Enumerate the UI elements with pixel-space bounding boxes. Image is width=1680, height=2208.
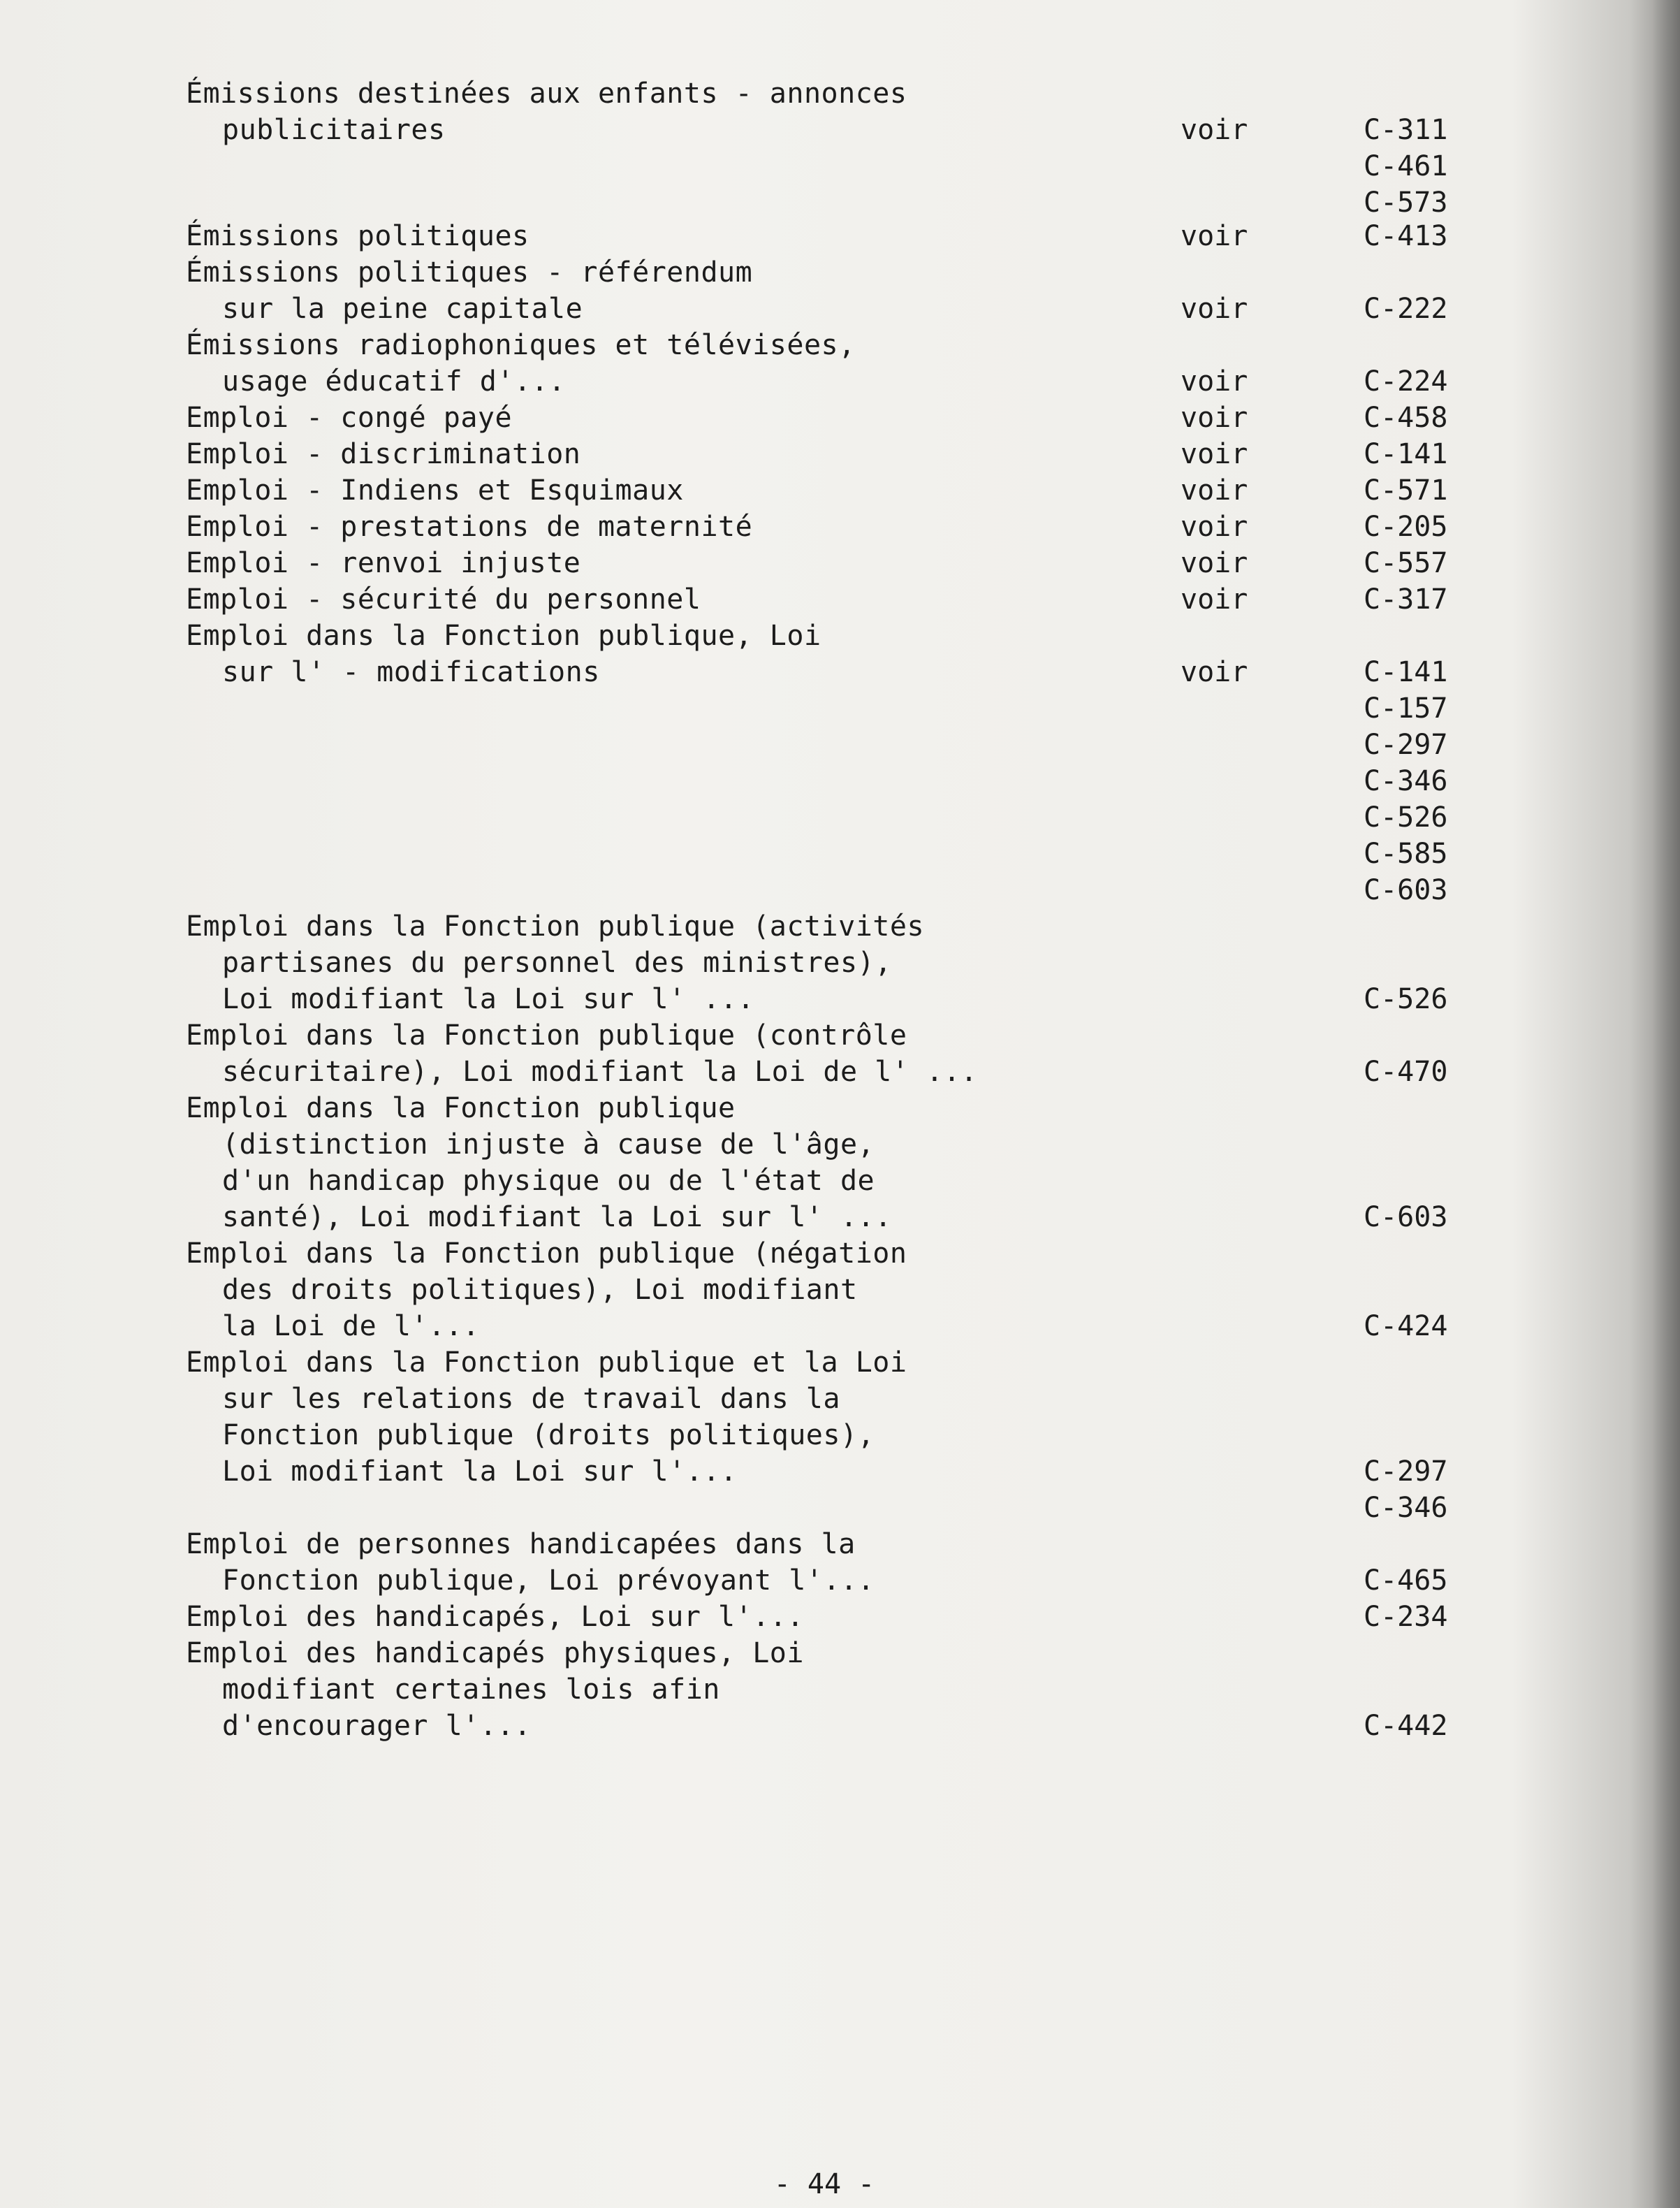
- bill-references: [1364, 981, 1447, 1017]
- page-number: - 44 -: [773, 2168, 875, 2200]
- voir-label: voir: [1181, 365, 1248, 398]
- bill-reference: C-234: [1364, 1601, 1448, 1633]
- entry-term-line: publicitaires: [222, 114, 446, 146]
- bill-references: [1364, 363, 1447, 400]
- entry-term-line: (distinction injuste à cause de l'âge,: [222, 1128, 875, 1161]
- entry-term-line: usage éducatif d'...: [222, 365, 566, 398]
- entry-term-line: Émissions politiques - référendum: [186, 256, 753, 289]
- entry-term-line: Emploi - renvoi injuste: [186, 547, 581, 579]
- bill-reference: C-157: [1364, 692, 1448, 725]
- entry-term-line: Émissions radiophoniques et télévisées,: [186, 329, 856, 361]
- bill-references: [1364, 1054, 1447, 1090]
- entry-term-line: sur les relations de travail dans la: [222, 1383, 840, 1415]
- entry-term-line: Émissions destinées aux enfants - annonces: [186, 78, 907, 110]
- entry-term-line: partisanes du personnel des ministres),: [222, 947, 892, 979]
- bill-reference: C-465: [1364, 1564, 1448, 1597]
- entry-term-line: Emploi - sécurité du personnel: [186, 583, 701, 616]
- entry-term-line: Emploi dans la Fonction publique: [186, 1092, 736, 1124]
- bill-references: [1364, 218, 1447, 254]
- voir-label: voir: [1181, 220, 1248, 252]
- bill-reference: C-205: [1364, 511, 1448, 543]
- entry-term-line: Emploi - discrimination: [186, 438, 581, 470]
- bill-reference: C-297: [1364, 1455, 1448, 1488]
- bill-reference: C-470: [1364, 1056, 1448, 1088]
- bill-references: [1364, 472, 1447, 509]
- bill-reference: C-458: [1364, 402, 1448, 434]
- voir-label: voir: [1181, 293, 1248, 325]
- bill-references: [1364, 1453, 1447, 1526]
- bill-reference: C-413: [1364, 220, 1448, 252]
- entry-term-line: d'encourager l'...: [222, 1710, 532, 1742]
- bill-references: [1364, 581, 1447, 618]
- bill-references: [1364, 1199, 1447, 1235]
- bill-reference: C-526: [1364, 983, 1448, 1015]
- bill-reference: C-222: [1364, 293, 1448, 325]
- entry-term-line: Emploi dans la Fonction publique (activités: [186, 910, 925, 943]
- bill-references: [1364, 1708, 1447, 1744]
- bill-reference: C-346: [1364, 1492, 1448, 1524]
- entry-term-line: Emploi dans la Fonction publique et la Loi: [186, 1346, 907, 1379]
- voir-label: voir: [1181, 474, 1248, 507]
- bill-reference: C-141: [1364, 438, 1448, 470]
- bill-references: [1364, 400, 1447, 436]
- voir-label: voir: [1181, 547, 1248, 579]
- bill-reference: C-557: [1364, 547, 1448, 579]
- bill-reference: C-224: [1364, 365, 1448, 398]
- bill-references: [1364, 509, 1447, 545]
- bill-reference: C-141: [1364, 656, 1448, 688]
- bill-reference: C-526: [1364, 801, 1448, 834]
- bill-reference: C-297: [1364, 729, 1448, 761]
- entry-term-line: modifiant certaines lois afin: [222, 1673, 720, 1706]
- bill-reference: C-603: [1364, 874, 1448, 906]
- bill-reference: C-346: [1364, 765, 1448, 797]
- bill-reference: C-317: [1364, 583, 1448, 616]
- entry-term-line: Emploi de personnes handicapées dans la: [186, 1528, 856, 1560]
- voir-label: voir: [1181, 402, 1248, 434]
- entry-term-line: Emploi des handicapés physiques, Loi: [186, 1637, 804, 1669]
- bill-reference: C-424: [1364, 1310, 1448, 1342]
- entry-term-line: Emploi dans la Fonction publique (négation: [186, 1237, 907, 1270]
- voir-label: voir: [1181, 114, 1248, 146]
- entry-term-line: Émissions politiques: [186, 220, 529, 252]
- bill-references: [1364, 545, 1447, 581]
- entry-term-line: Emploi - congé payé: [186, 402, 513, 434]
- entry-term-line: Fonction publique (droits politiques),: [222, 1419, 875, 1451]
- entry-term-line: des droits politiques), Loi modifiant: [222, 1274, 858, 1306]
- entry-term-line: Emploi dans la Fonction publique, Loi: [186, 620, 821, 652]
- entry-term-line: santé), Loi modifiant la Loi sur l' ...: [222, 1201, 892, 1233]
- bill-references: [1364, 654, 1447, 908]
- entry-term-line: sur la peine capitale: [222, 293, 583, 325]
- bill-reference: C-442: [1364, 1710, 1448, 1742]
- bill-reference: C-311: [1364, 114, 1448, 146]
- entry-term-line: Loi modifiant la Loi sur l' ...: [222, 983, 755, 1015]
- entry-term-line: Fonction publique, Loi prévoyant l'...: [222, 1564, 875, 1597]
- bill-references: [1364, 1562, 1447, 1599]
- entry-term-line: Emploi - Indiens et Esquimaux: [186, 474, 684, 507]
- entry-term-line: sur l' - modifications: [222, 656, 600, 688]
- bill-reference: C-603: [1364, 1201, 1448, 1233]
- voir-label: voir: [1181, 656, 1248, 688]
- bill-references: [1364, 1308, 1447, 1344]
- bill-reference: C-571: [1364, 474, 1448, 507]
- entry-term-line: la Loi de l'...: [222, 1310, 480, 1342]
- entry-term-line: Emploi des handicapés, Loi sur l'...: [186, 1601, 804, 1633]
- entry-term-line: Emploi dans la Fonction publique (contrôle: [186, 1019, 907, 1052]
- bill-references: [1364, 1599, 1447, 1635]
- bill-reference: C-461: [1364, 150, 1448, 182]
- entry-term-line: sécuritaire), Loi modifiant la Loi de l' ...: [222, 1056, 978, 1088]
- entry-term-line: Loi modifiant la Loi sur l'...: [222, 1455, 738, 1488]
- entry-term-line: d'un handicap physique ou de l'état de: [222, 1165, 875, 1197]
- voir-label: voir: [1181, 583, 1248, 616]
- bill-references: [1364, 436, 1447, 472]
- bill-references: [1364, 112, 1447, 221]
- voir-label: voir: [1181, 511, 1248, 543]
- bill-reference: C-573: [1364, 187, 1448, 219]
- entry-term-line: Emploi - prestations de maternité: [186, 511, 753, 543]
- bill-references: [1364, 291, 1447, 327]
- bill-reference: C-585: [1364, 838, 1448, 870]
- voir-label: voir: [1181, 438, 1248, 470]
